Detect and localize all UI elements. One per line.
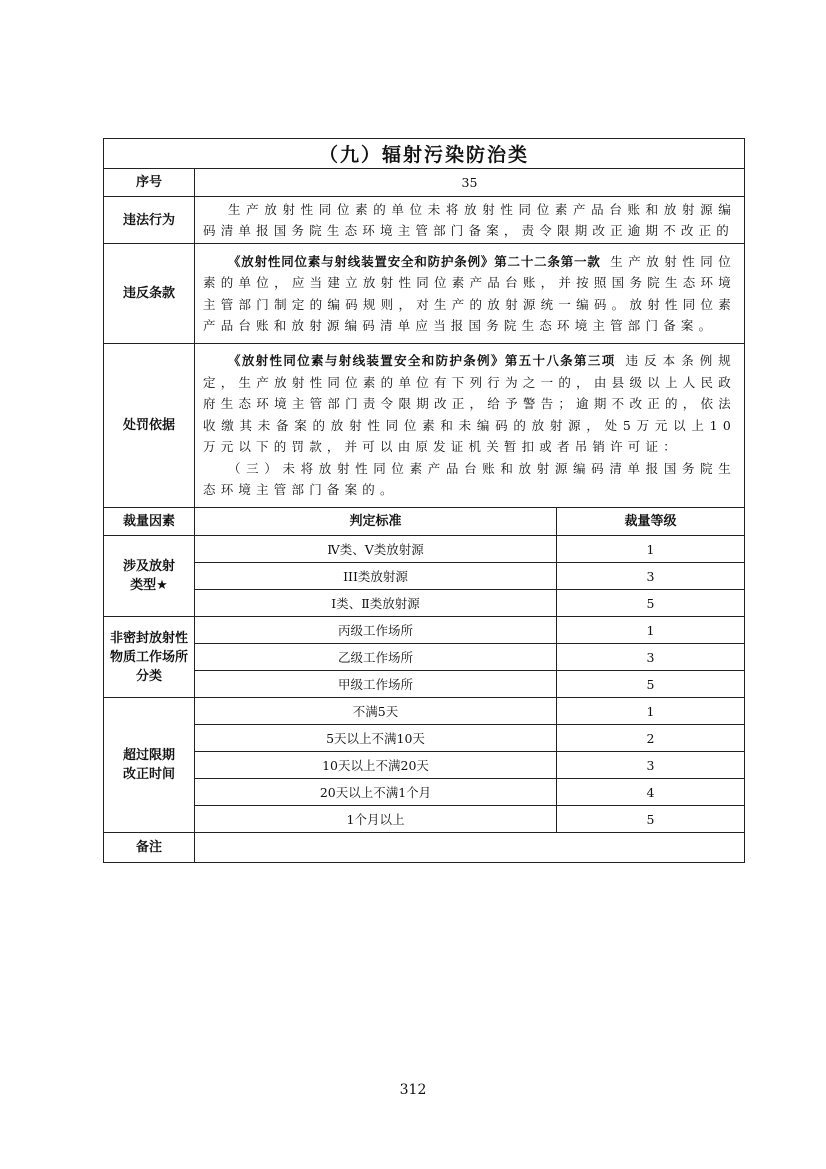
level-cell: 3 (557, 563, 745, 590)
penalty-ref: 《放射性同位素与射线装置安全和防护条例》第五十八条第三项 (228, 353, 616, 369)
criterion-header: 判定标准 (195, 508, 557, 536)
table-row (104, 590, 745, 617)
behavior-text: 生产放射性同位素的单位未将放射性同位素产品台账和放射源编码清单报国务院生态环境主管部门备案，责令限期改正逾期不改正的 (203, 201, 736, 238)
criterion-cell: 20天以上不满1个月 (195, 779, 557, 806)
behavior-label: 违法行为 (104, 197, 195, 244)
table-row (104, 536, 745, 563)
factor-group-label: 非密封放射性物质工作场所分类 (104, 617, 195, 698)
table-row (104, 698, 745, 725)
table-title: （九）辐射污染防治类 (104, 139, 745, 169)
level-cell: 5 (557, 590, 745, 617)
factor-group-label: 涉及放射类型★ (104, 536, 195, 617)
level-cell: 3 (557, 644, 745, 671)
level-cell: 2 (557, 725, 745, 752)
table-row (104, 806, 745, 833)
criterion-cell: 乙级工作场所 (195, 644, 557, 671)
table-row (104, 671, 745, 698)
table-row (104, 779, 745, 806)
seq-label: 序号 (104, 169, 195, 197)
clause-text: 生产放射性同位素的单位，应当建立放射性同位素产品台账，并按照国务院生态环境主管部门制定的编码规则，对生产的放射源统一编码。放射性同位素产品台账和放射源编码清单应当报国务院生态环境主管部门备案。 (203, 253, 736, 333)
seq-value: 35 (195, 169, 745, 197)
level-cell: 3 (557, 752, 745, 779)
clause-ref: 《放射性同位素与射线装置安全和防护条例》第二十二条第一款 (228, 253, 601, 269)
penalty-text: 违反本条例规定，生产放射性同位素的单位有下列行为之一的，由县级以上人民政府生态环境主管部门责令限期改正，给予警告；逾期不改正的，依法收缴其未备案的放射性同位素和未编码的放射源，处5万元以上10万元以下的罚款，并可以由原发证机关暂扣或者吊销许可证： (203, 353, 736, 455)
criterion-cell: 甲级工作场所 (195, 671, 557, 698)
discretion-table (103, 138, 745, 863)
factor-group-label: 超过限期改正时间 (104, 698, 195, 833)
penalty-label: 处罚依据 (104, 344, 195, 508)
clause-label: 违反条款 (104, 244, 195, 344)
table-row (104, 752, 745, 779)
table-row (104, 617, 745, 644)
level-cell: 5 (557, 671, 745, 698)
level-header: 裁量等级 (557, 508, 745, 536)
criterion-cell: III类放射源 (195, 563, 557, 590)
table-row (104, 644, 745, 671)
level-cell: 4 (557, 779, 745, 806)
level-cell: 1 (557, 536, 745, 563)
page-number: 312 (399, 1082, 427, 1098)
table-row (104, 563, 745, 590)
criterion-cell: Ⅳ类、Ⅴ类放射源 (195, 536, 557, 563)
table-row (104, 725, 745, 752)
criterion-cell: 5天以上不满10天 (195, 725, 557, 752)
factor-label: 裁量因素 (104, 508, 195, 536)
penalty-item: （三）未将放射性同位素产品台账和放射源编码清单报国务院生态环境主管部门备案的。 (203, 460, 736, 498)
level-cell: 1 (557, 698, 745, 725)
criterion-cell: 丙级工作场所 (195, 617, 557, 644)
criterion-cell: 1个月以上 (195, 806, 557, 833)
criterion-cell: 10天以上不满20天 (195, 752, 557, 779)
criterion-cell: Ⅰ类、Ⅱ类放射源 (195, 590, 557, 617)
remark-value (195, 833, 745, 863)
level-cell: 1 (557, 617, 745, 644)
level-cell: 5 (557, 806, 745, 833)
remark-label: 备注 (104, 833, 195, 863)
criterion-cell: 不满5天 (195, 698, 557, 725)
